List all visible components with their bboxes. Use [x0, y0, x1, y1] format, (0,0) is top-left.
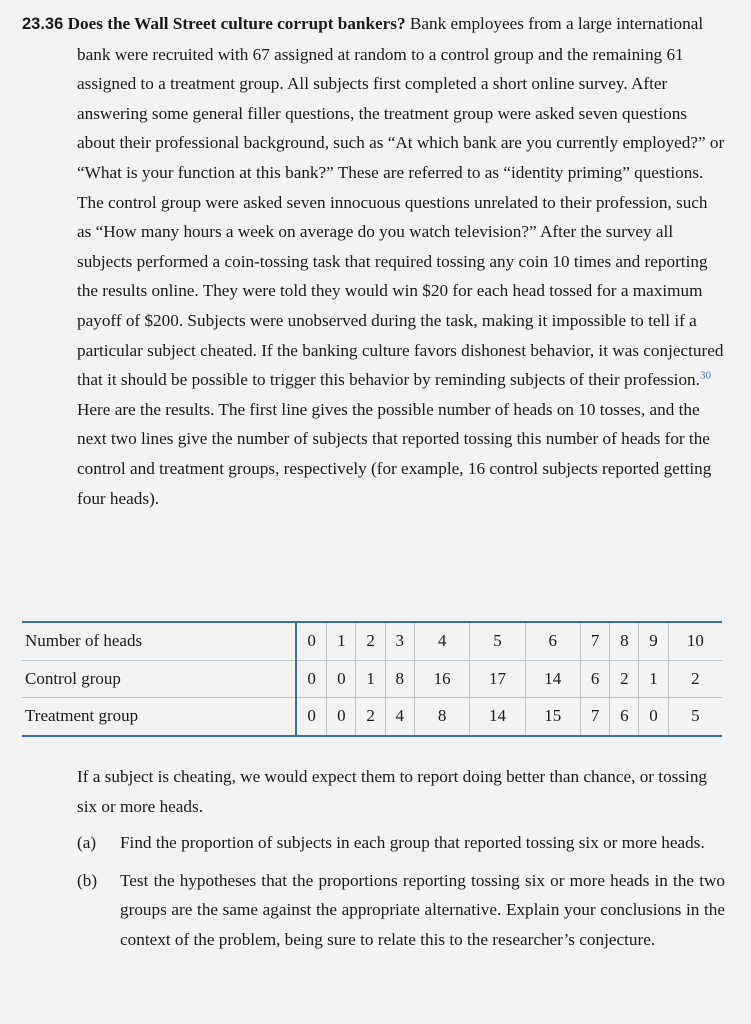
table-cell: 8 [610, 622, 639, 660]
problem-text: Bank employees from a large international bank were recruited with 67 assigned at random to a control group and the remaining 61 assigned to a treatment group. All subjects first completed a short online survey. After answering some general filler questions, the treatment group were asked seven questions about their professional background, such as “At which bank are you currently employed?” or “What is your function at this bank?” These are referred to as “identity priming” questions. The control group were asked seven innocuous questions unrelated to their profession, such as “How many hours a week on average do you watch television?” After the survey all subjects performed a coin-tossing task that required tossing any coin 10 times and reporting the results online. They were told they would win $20 for each head tossed for a maximum payoff of $200. Subjects were unobserved during the task, making it impossible to tell if a particular subject cheated. If the banking culture favors dishonest behavior, it was conjectured that it should be possible to trigger this behavior by reminding subjects of their profession. [77, 14, 725, 390]
part-text: Find the proportion of subjects in each group that reported tossing six or more heads. [120, 833, 705, 852]
table-cell: 9 [639, 622, 668, 660]
table-cell: 7 [580, 698, 609, 736]
table-cell: 0 [296, 622, 327, 660]
table-cell: 6 [525, 622, 580, 660]
table-cell: 10 [668, 622, 722, 660]
footnote-reference-link[interactable]: 30 [699, 369, 711, 382]
table-cell: 2 [356, 622, 385, 660]
table-cell: 2 [668, 660, 722, 698]
table-cell: 1 [639, 660, 668, 698]
table-cell: 16 [414, 660, 469, 698]
table-row [22, 622, 722, 660]
table-cell: 0 [327, 698, 356, 736]
question-parts [77, 828, 725, 962]
table-cell: 1 [356, 660, 385, 698]
problem-number: 23.36 [22, 15, 64, 33]
part-text: Test the hypotheses that the proportions reporting tossing six or more heads in the two groups are the same against the appropriate alternative. Explain your conclusions in the context of the problem, being sure to relate this to the researcher’s conjecture. [120, 870, 725, 949]
part-label: (a) [77, 833, 97, 852]
part-label: (b) [77, 870, 98, 890]
problem-title: Does the Wall Street culture corrupt bankers? [67, 14, 406, 33]
table-cell: 0 [327, 660, 356, 698]
table-cell: 2 [610, 660, 639, 698]
table-cell: 7 [580, 622, 609, 660]
problem-body [22, 9, 726, 513]
part-a [77, 828, 725, 858]
table-cell: 15 [525, 698, 580, 736]
table-cell: 6 [610, 698, 639, 736]
data-table-container [22, 621, 722, 737]
table-cell: 1 [327, 622, 356, 660]
cheating-explanation: If a subject is cheating, we would expect them to report doing better than chance, or tossing six or more heads. [77, 767, 708, 816]
table-cell: 0 [296, 660, 327, 698]
table-cell: 8 [414, 698, 469, 736]
table-cell: 3 [385, 622, 414, 660]
table-row [22, 698, 722, 736]
table-cell: 4 [385, 698, 414, 736]
table-cell: 5 [470, 622, 525, 660]
table-cell: 17 [470, 660, 525, 698]
table-cell: 0 [296, 698, 327, 736]
row-label: Control group [22, 660, 296, 698]
table-cell: 5 [691, 706, 700, 726]
row-label: Treatment group [22, 698, 296, 736]
table-cell: 0 [639, 698, 668, 736]
problem-text-continued: Here are the results. The first line gives the possible number of heads on 10 tosses, and the next two lines give the number of subjects that reported tossing this number of heads for the control and treatment groups, respectively (for example, 16 control subjects reported getting four heads). [77, 399, 712, 508]
table-row [22, 660, 722, 698]
table-cell: 2 [356, 698, 385, 736]
table-cell: 4 [414, 622, 469, 660]
table-cell: 6 [580, 660, 609, 698]
table-cell: 14 [525, 660, 580, 698]
table-cell: 14 [470, 698, 525, 736]
table-cell: 8 [385, 660, 414, 698]
part-b [77, 866, 725, 955]
problem-statement [22, 9, 726, 513]
row-label: Number of heads [22, 622, 296, 660]
heads-data-table [22, 621, 722, 737]
